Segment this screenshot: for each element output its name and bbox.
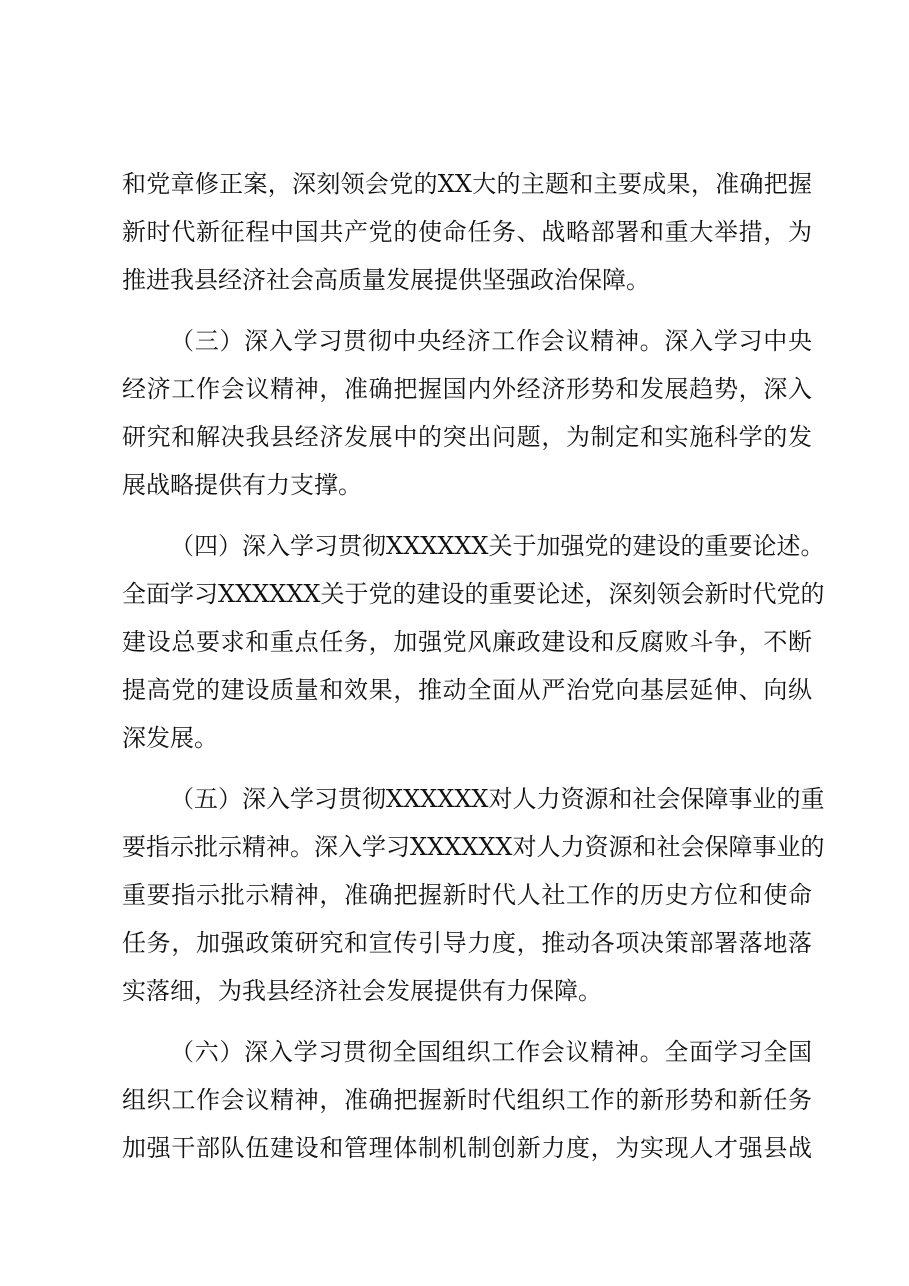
text-line: 全面学习XXXXXX关于党的建设的重要论述，深刻领会新时代党的 — [122, 580, 825, 608]
text-line: 加强干部队伍建设和管理体制机制创新力度，为实现人才强县战 — [122, 1134, 812, 1162]
paragraph-section-4 — [122, 522, 825, 762]
text-line: 提高党的建设质量和效果，推动全面从严治党向基层延伸、向纵 — [122, 676, 812, 704]
text-line: 新时代新征程中国共产党的使命任务、战略部署和重大举措，为 — [122, 218, 812, 246]
text-line: 展战略提供有力支撑。 — [122, 471, 362, 499]
text-line: 组织工作会议精神，准确把握新时代组织工作的新形势和新任务 — [122, 1086, 812, 1114]
text-line: （四）深入学习贯彻XXXXXX关于加强党的建设的重要论述。 — [170, 532, 825, 560]
text-line: 研究和解决我县经济发展中的突出问题，为制定和实施科学的发 — [122, 423, 812, 451]
text-line: 重要指示批示精神，准确把握新时代人社工作的历史方位和使命 — [122, 881, 812, 909]
paragraph-section-5 — [122, 775, 825, 1015]
text-line: 深发展。 — [122, 724, 218, 752]
text-line: （六）深入学习贯彻全国组织工作会议精神。全面学习全国 — [170, 1038, 812, 1066]
text-line: （五）深入学习贯彻XXXXXX对人力资源和社会保障事业的重 — [170, 785, 825, 813]
text-line: （三）深入学习贯彻中央经济工作会议精神。深入学习中央 — [170, 327, 812, 355]
paragraph-section-3 — [122, 317, 812, 509]
paragraph-continuation — [122, 160, 812, 304]
text-line: 经济工作会议精神，准确把握国内外经济形势和发展趋势，深入 — [122, 375, 812, 403]
text-line: 和党章修正案，深刻领会党的XX大的主题和主要成果，准确把握 — [122, 170, 812, 198]
text-line: 推进我县经济社会高质量发展提供坚强政治保障。 — [122, 266, 650, 294]
text-line: 要指示批示精神。深入学习XXXXXX对人力资源和社会保障事业的 — [122, 833, 825, 861]
text-line: 任务，加强政策研究和宣传引导力度，推动各项决策部署落地落 — [122, 929, 812, 957]
text-line: 建设总要求和重点任务，加强党风廉政建设和反腐败斗争，不断 — [122, 628, 812, 656]
paragraph-section-6 — [122, 1028, 812, 1172]
text-line: 实落细，为我县经济社会发展提供有力保障。 — [122, 977, 602, 1005]
document-body — [122, 160, 825, 1172]
